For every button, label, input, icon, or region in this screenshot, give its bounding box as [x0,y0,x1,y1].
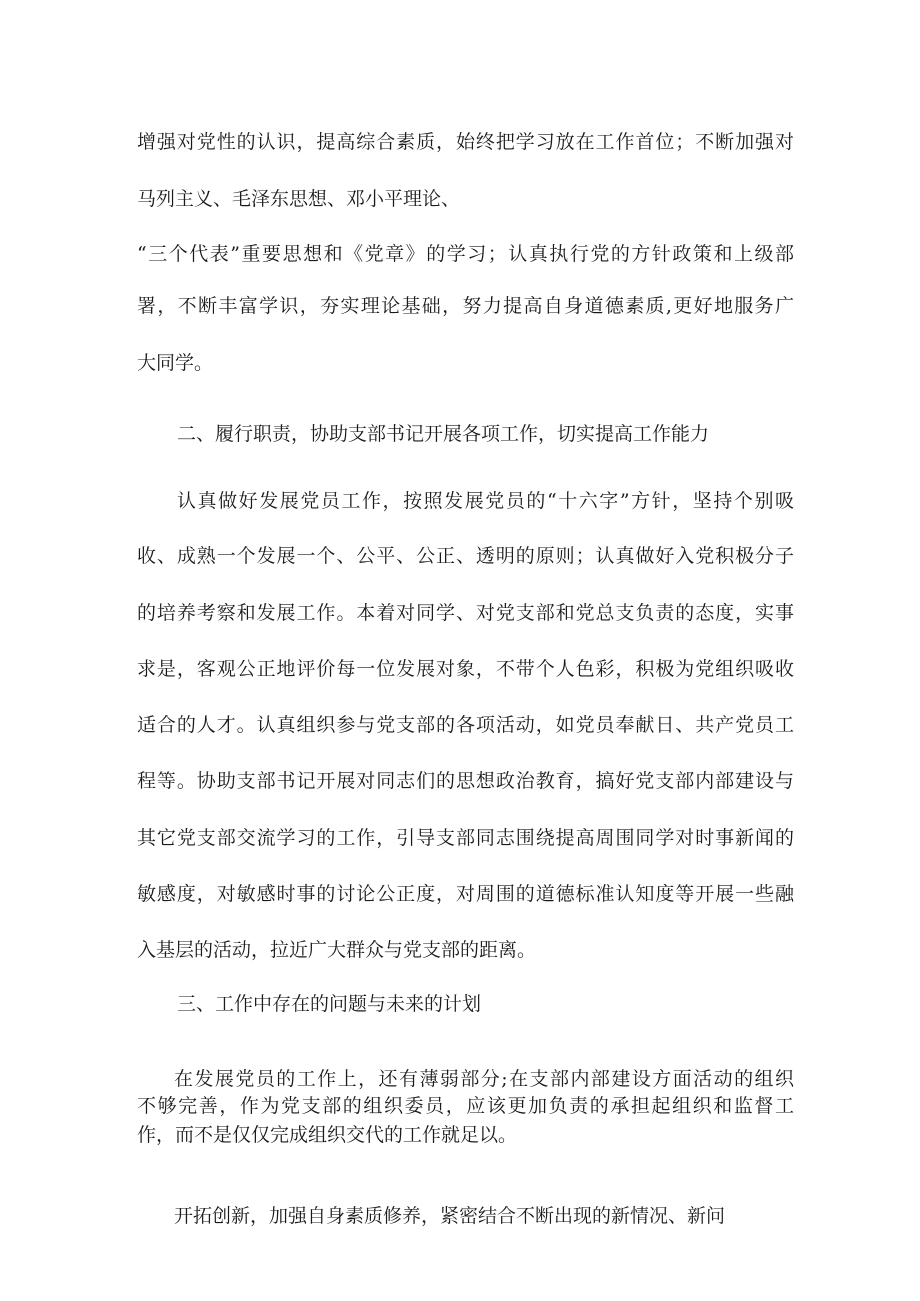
paragraph-line: 其它党支部交流学习的工作，引导支部同志围绕提高周围同学对时事新闻的 [137,827,794,849]
section-heading: 三、工作中存在的问题与未来的计划 [177,993,482,1015]
paragraph-line: 增强对党性的认识，提高综合素质，始终把学习放在工作首位；不断加强对 [137,131,794,153]
paragraph-line: 署，不断丰富学识，夯实理论基础，努力提高自身道德素质,更好地服务广 [137,295,794,317]
paragraph-line: 适合的人才。认真组织参与党支部的各项活动，如党员奉献日、共产党员工 [137,714,794,736]
paragraph-line: “三个代表”重要思想和《党章》的学习；认真执行党的方针政策和上级部 [137,243,794,265]
paragraph-line: 敏感度，对敏感时事的讨论公正度，对周围的道德标准认知度等开展一些融 [137,883,794,905]
paragraph-line: 入基层的活动，拉近广大群众与党支部的距离。 [137,939,537,961]
paragraph-line: 收、成熟一个发展一个、公平、公正、透明的原则；认真做好入党积极分子 [137,545,794,567]
paragraph-line: 在发展党员的工作上，还有薄弱部分;在支部内部建设方面活动的组织 [174,1068,794,1090]
paragraph-line: 不够完善，作为党支部的组织委员，应该更加负责的承担起组织和监督工 [137,1095,794,1117]
paragraph-line: 大同学。 [137,352,214,374]
paragraph-line: 程等。协助支部书记开展对同志们的思想政治教育，搞好党支部内部建设与 [137,770,794,792]
paragraph-line: 求是，客观公正地评价每一位发展对象，不带个人色彩，积极为党组织吸收 [137,658,794,680]
paragraph-line: 作，而不是仅仅完成组织交代的工作就足以。 [137,1124,518,1146]
section-heading: 二、履行职责，协助支部书记开展各项工作，切实提高工作能力 [177,423,710,445]
paragraph-line: 认真做好发展党员工作，按照发展党员的“十六字”方针，坚持个别吸 [177,490,794,512]
paragraph-line: 马列主义、毛泽东思想、邓小平理论、 [137,188,461,210]
paragraph-line: 的培养考察和发展工作。本着对同学、对党支部和党总支负责的态度，实事 [137,602,794,624]
paragraph-line: 开拓创新，加强自身素质修养，紧密结合不断出现的新情况、新问 [174,1205,726,1227]
